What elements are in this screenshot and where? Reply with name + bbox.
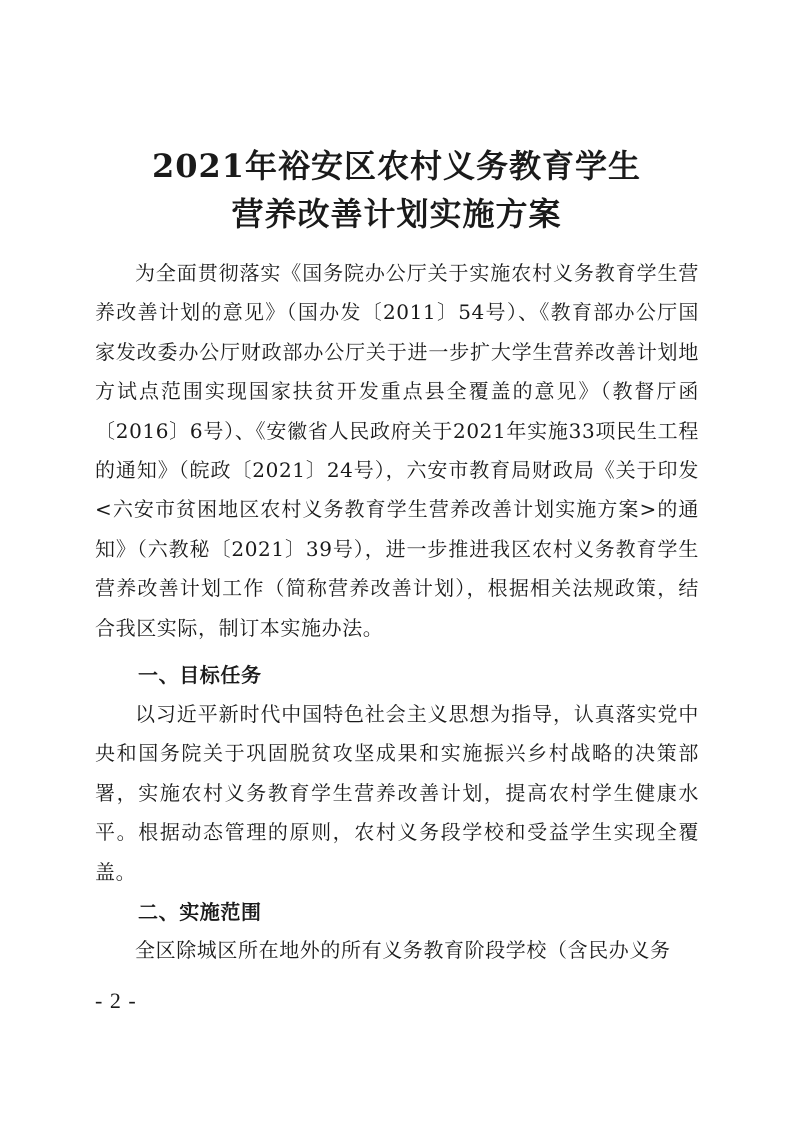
- section-body-scope: 全区除城区所在地外的所有义务教育阶段学校（含民办义务: [135, 938, 671, 962]
- section-heading-goals: 一、目标任务: [138, 663, 262, 687]
- page-number: - 2 -: [95, 988, 137, 1013]
- document-title-line-2: 营养改善计划实施方案: [231, 195, 562, 233]
- section-body-goals: 以习近平新时代中国特色社会主义思想为指导，认真落实党中央和国务院关于巩固脱贫攻坚成果和实施振兴乡村战略的决策部署，实施农村义务教育学生营养改善计划，提高农村学生健康水平。根据动态管理的原则，农村义务段学校和受益学生实现全覆盖。: [95, 702, 699, 884]
- section-heading-scope: 二、实施范围: [138, 900, 262, 924]
- intro-paragraph: 为全面贯彻落实《国务院办公厅关于实施农村义务教育学生营养改善计划的意见》（国办发〔2011〕54号）、《教育部办公厅国家发改委办公厅财政部办公厅关于进一步扩大学生营养改善计划地方试点范围实现国家扶贫开发重点县全覆盖的意见》（教督厅函〔2016〕6号）、《安徽省人民政府关于2021年实施33项民生工程的通知》（皖政〔2021〕24号），六安市教育局财政局《关于印发<六安市贫困地区农村义务教育学生营养改善计划实施方案>的通知》（六教秘〔2021〕39号），进一步推进我区农村义务教育学生营养改善计划工作（简称营养改善计划），根据相关法规政策，结合我区实际，制订本实施办法。: [95, 261, 699, 640]
- document-title-line-1: 2021年裕安区农村义务教育学生: [151, 147, 642, 185]
